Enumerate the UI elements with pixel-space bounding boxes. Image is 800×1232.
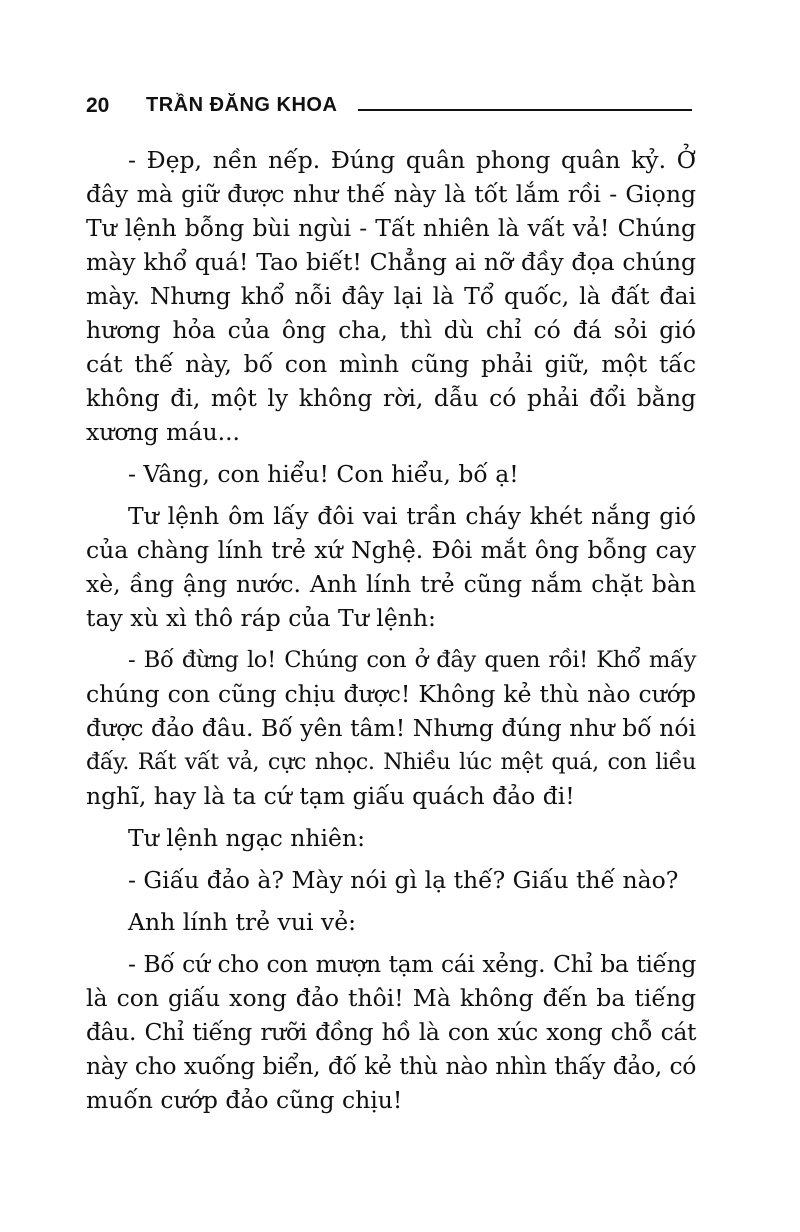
text-line: của chàng lính trẻ xứ Nghệ. Đôi mắt ông bỗng cay	[86, 536, 696, 564]
paragraph	[86, 863, 696, 897]
running-title: TRẦN ĐĂNG KHOA	[146, 94, 338, 116]
text-line: được đảo đâu. Bố yên tâm! Nhưng đúng như bố nói	[86, 714, 696, 742]
text-line: - Đẹp, nền nếp. Đúng quân phong quân kỷ. Ở	[128, 146, 696, 174]
text-line: đấy. Rất vất vả, cực nhọc. Nhiều lúc mệt quá, con liều	[86, 749, 696, 775]
text-line: - Bố đừng lo! Chúng con ở đây quen rồi! Khổ mấy	[128, 647, 696, 673]
text-line: muốn cướp đảo cũng chịu!	[86, 1086, 403, 1114]
body-text	[86, 143, 696, 1125]
text-line: mày. Nhưng khổ nỗi đây lại là Tổ quốc, là đất đai	[86, 282, 696, 310]
text-line: này cho xuống biển, đố kẻ thù nào nhìn thấy đảo, có	[86, 1052, 696, 1080]
page-header	[86, 92, 692, 120]
text-line: cát thế này, bố con mình cũng phải giữ, một tấc	[86, 350, 696, 378]
text-line: Tư lệnh ngạc nhiên:	[128, 824, 366, 852]
text-line: xương máu...	[86, 418, 241, 446]
paragraph	[86, 821, 696, 855]
text-line: là con giấu xong đảo thôi! Mà không đến ba tiếng	[86, 984, 696, 1012]
text-line: đâu. Chỉ tiếng rưỡi đồng hồ là con xúc xong chỗ cát	[86, 1018, 696, 1046]
paragraph	[86, 499, 696, 635]
text-line: - Giấu đảo à? Mày nói gì lạ thế? Giấu thế nào?	[128, 866, 679, 894]
text-line: xè, ầng ậng nước. Anh lính trẻ cũng nắm chặt bàn	[86, 570, 696, 598]
text-line: Anh lính trẻ vui vẻ:	[128, 908, 357, 936]
header-rule	[358, 109, 692, 111]
text-line: - Bố cứ cho con mượn tạm cái xẻng. Chỉ ba tiếng	[128, 950, 696, 978]
text-line: - Vâng, con hiểu! Con hiểu, bố ạ!	[128, 460, 519, 488]
paragraph	[86, 947, 696, 1117]
page-number: 20	[86, 94, 110, 117]
text-line: nghĩ, hay là ta cứ tạm giấu quách đảo đi!	[86, 782, 575, 810]
text-line: Tư lệnh ôm lấy đôi vai trần cháy khét nắng gió	[128, 502, 696, 530]
text-line: tay xù xì thô ráp của Tư lệnh:	[86, 604, 436, 632]
text-line: Tư lệnh bỗng bùi ngùi - Tất nhiên là vất vả! Chúng	[86, 214, 696, 242]
text-line: chúng con cũng chịu được! Không kẻ thù nào cướp	[86, 680, 696, 708]
paragraph	[86, 143, 696, 449]
paragraph	[86, 905, 696, 939]
text-line: không đi, một ly không rời, dẫu có phải đổi bằng	[86, 384, 696, 412]
text-line: đây mà giữ được như thế này là tốt lắm rồi - Giọng	[86, 180, 696, 208]
text-line: mày khổ quá! Tao biết! Chẳng ai nỡ đầy đọa chúng	[86, 248, 696, 276]
paragraph	[86, 457, 696, 491]
paragraph	[86, 643, 696, 813]
text-line: hương hỏa của ông cha, thì dù chỉ có đá sỏi gió	[86, 316, 696, 344]
